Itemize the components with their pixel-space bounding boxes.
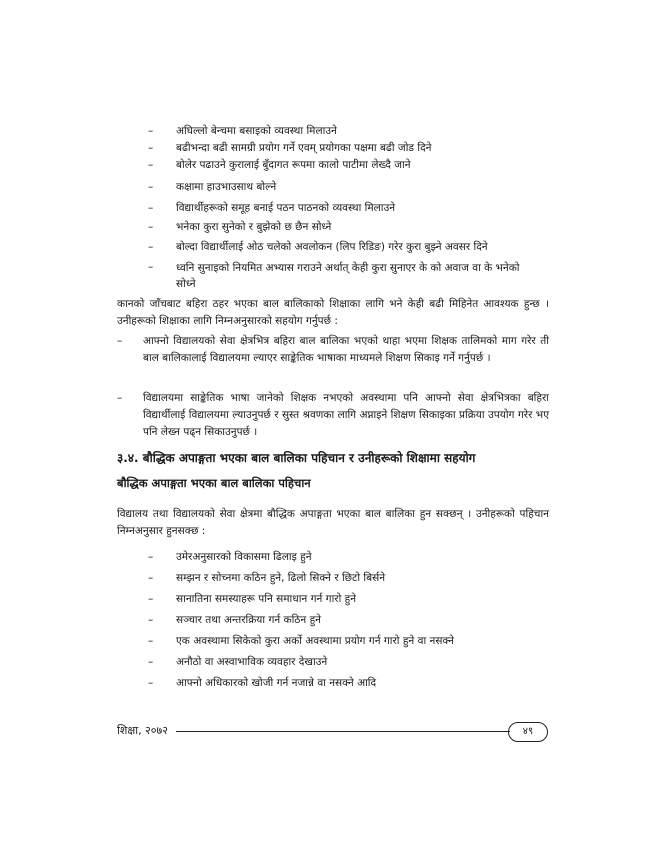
dash-marker: – [148, 656, 154, 668]
hearing-paragraph: कानको जाँचबाट बहिरा ठहर भएका बाल बालिकाको शिक्षाका लागि भने केही बढी मिहिनेत आवश्यक हुन्छ । उनीहरूको शिक्षाका लागि निम्नअनुसारको सहयोग गर्नुपर्छ : [117, 298, 549, 327]
dash-marker: – [148, 614, 154, 626]
bullet-text: आफ्नो विद्यालयको सेवा क्षेत्रभित्र बहिरा बाल बालिका भएको थाहा भएमा शिक्षक तालिमको माग गरेर ती बाल बालिकालाई विद्यालयमा ल्याएर साङ्केतिक भाषाका माध्यमले शिक्षण सिकाइ गर्ने गर्नुपर्छ । [143, 335, 549, 364]
list-item-text: अनौठो वा अस्वाभाविक व्यवहार देखाउने [176, 656, 328, 668]
dash-marker: – [148, 142, 154, 154]
dash-marker: – [148, 159, 154, 171]
dash-marker: – [148, 241, 154, 253]
list-item-text: बोल्दा विद्यार्थीलाई ओठ चलेको अवलोकन (लिप रिडिङ) गरेर कुरा बुझ्ने अवसर दिने [176, 241, 488, 253]
section-heading: ३.४. बौद्धिक अपाङ्गता भएका बाल बालिका पहिचान र उनीहरूको शिक्षामा सहयोग [117, 451, 476, 465]
list-item-text: विद्यार्थीहरूको समूह बनाई पठन पाठनको व्यवस्था मिलाउने [176, 202, 396, 214]
list-item-text: सम्झन र सोच्नमा कठिन हुने, ढिलो सिक्ने र छिटो बिर्सने [176, 572, 386, 584]
dash-marker: – [117, 335, 123, 347]
list-item-text: आफ्नो अधिकारको खोजी गर्न नजान्ने वा नसक्ने आदि [176, 677, 377, 689]
list-item-text: अघिल्लो बेन्चमा बसाइको व्यवस्था मिलाउने [176, 125, 337, 137]
footer-publication: शिक्षा, २०७२ [117, 724, 168, 737]
dash-marker: – [148, 593, 154, 605]
list-item-text: भनेका कुरा सुनेको र बुझेको छ छैन सोध्ने [176, 221, 332, 233]
list-item-text: उमेरअनुसारको विकासमा ढिलाइ हुने [176, 551, 312, 563]
dash-marker: – [148, 261, 154, 273]
page-number: ४९ [508, 722, 548, 742]
list-item-text: सञ्चार तथा अन्तरक्रिया गर्न कठिन हुने [176, 614, 321, 626]
list-item-text: बढीभन्दा बढी सामग्री प्रयोग गर्ने एवम् प्रयोगका पक्षमा बढी जोड दिने [176, 142, 432, 154]
dash-marker: – [148, 572, 154, 584]
list-item-text: बोलेर पढाउने कुरालाई बुँदागत रूपमा कालो पाटीमा लेख्दै जाने [176, 159, 411, 171]
dash-marker: – [148, 181, 154, 193]
dash-marker: – [148, 202, 154, 214]
dash-marker: – [148, 635, 154, 647]
dash-marker: – [148, 125, 154, 137]
dash-marker: – [148, 221, 154, 233]
footer-rule [176, 731, 510, 732]
dash-marker: – [148, 677, 154, 689]
list-item-text: ध्वनि सुनाइको नियमित अभ्यास गराउने अर्थात् केही कुरा सुनाएर के को अवाज वा के भनेको सोध्ने [176, 262, 520, 290]
list-item-text: एक अवस्थामा सिकेको कुरा अर्को अवस्थामा प्रयोग गर्न गारो हुने वा नसक्ने [176, 635, 455, 647]
dash-marker: – [117, 392, 123, 404]
intellectual-paragraph: विद्यालय तथा विद्यालयको सेवा क्षेत्रमा बौद्धिक अपाङ्गता भएका बाल बालिका हुन सक्छन् । उनीहरूको पहिचान निम्नअनुसार हुनसक्छ : [117, 508, 549, 537]
list-item-text: सानातिना समस्याहरू पनि समाधान गर्न गारो हुने [176, 593, 357, 605]
dash-marker: – [148, 551, 154, 563]
list-item-text: कक्षामा हाउभाउसाथ बोल्ने [176, 181, 277, 193]
subsection-heading: बौद्धिक अपाङ्गता भएका बाल बालिका पहिचान [117, 476, 311, 490]
bullet-text: विद्यालयमा साङ्केतिक भाषा जानेको शिक्षक नभएको अवस्थामा पनि आफ्नो सेवा क्षेत्रभित्रका बहिरा विद्यार्थीलाई विद्यालयमा ल्याउनुपर्छ र सुस्त श्रवणका लागि अप्नाइने शिक्षण सिकाइका प्रक्रिया उपयोग गरेर भए पनि लेख्न पढ्न सिकाउनुपर्छ । [143, 392, 549, 438]
